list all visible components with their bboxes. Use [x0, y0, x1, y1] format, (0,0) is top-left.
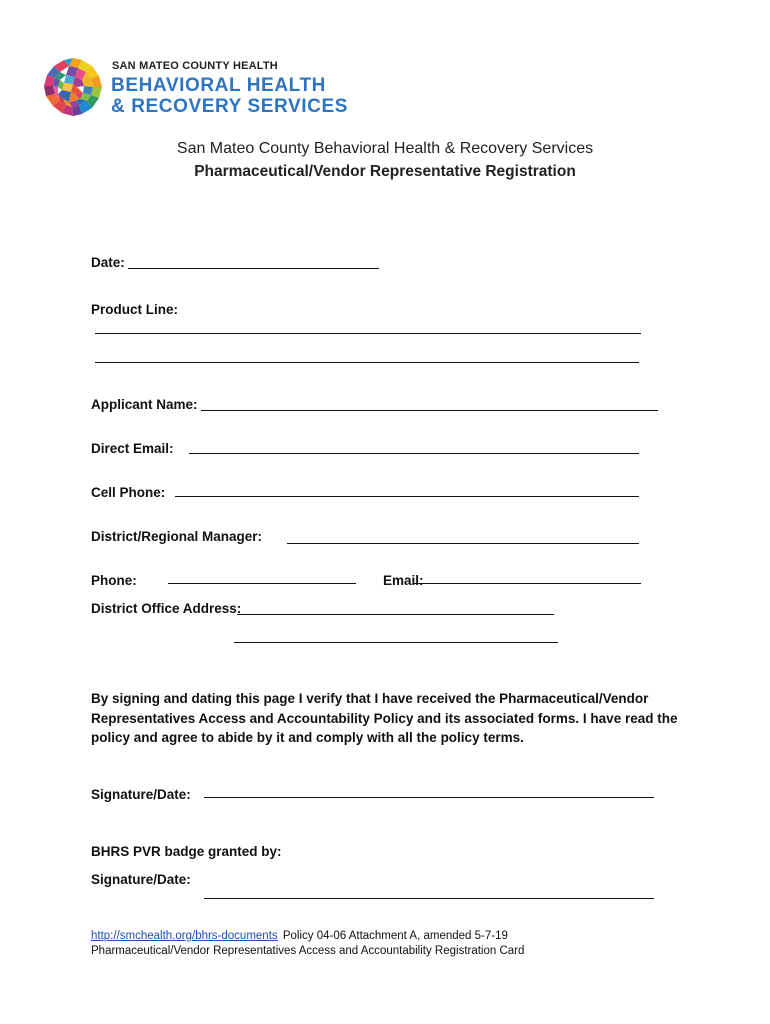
phone-label: Phone: — [91, 573, 137, 588]
signature2-label: Signature/Date: — [91, 872, 191, 887]
product-line-field-1[interactable] — [95, 333, 641, 334]
office-address-field-1[interactable] — [237, 614, 554, 615]
document-title: San Mateo County Behavioral Health & Recovery Services — [176, 140, 594, 157]
footer-card-title: Pharmaceutical/Vendor Representatives Access and Accountability Registration Card — [91, 945, 525, 957]
product-line-field-2[interactable] — [95, 362, 639, 363]
applicant-name-label: Applicant Name: — [91, 397, 198, 412]
bhrs-documents-link[interactable]: http://smchealth.org/bhrs-documents — [91, 930, 278, 942]
org-top-label: SAN MATEO COUNTY HEALTH — [112, 60, 278, 72]
footer-line-1 — [91, 930, 508, 942]
applicant-name-field[interactable] — [201, 410, 658, 411]
signature-label: Signature/Date: — [91, 787, 191, 802]
signature2-field[interactable] — [204, 898, 654, 899]
manager-field[interactable] — [287, 543, 639, 544]
policy-statement: By signing and dating this page I verify that I have received the Pharmaceutical/Vendor Representatives Access and Accountability Policy and its associated forms. I have read the policy and agree to abide by it and comply with all the policy terms. — [91, 691, 678, 745]
email-field[interactable] — [413, 583, 641, 584]
direct-email-label: Direct Email: — [91, 441, 174, 456]
logo-mosaic-icon — [42, 56, 104, 118]
date-field[interactable] — [128, 268, 379, 269]
product-line-label: Product Line: — [91, 302, 178, 317]
office-address-field-2[interactable] — [234, 642, 558, 643]
direct-email-field[interactable] — [189, 453, 639, 454]
phone-field[interactable] — [168, 583, 356, 584]
org-name-line1: BEHAVIORAL HEALTH — [111, 75, 326, 96]
email-label: Email: — [383, 573, 424, 588]
logo — [42, 56, 104, 118]
manager-label: District/Regional Manager: — [91, 529, 263, 544]
badge-granted-label: BHRS PVR badge granted by: — [91, 844, 282, 859]
document-subtitle: Pharmaceutical/Vendor Representative Registration — [194, 163, 576, 180]
signature-field[interactable] — [204, 797, 654, 798]
cell-phone-label: Cell Phone: — [91, 485, 166, 500]
date-label: Date: — [91, 255, 125, 270]
org-name-line2: & RECOVERY SERVICES — [111, 96, 349, 117]
office-address-label: District Office Address: — [91, 601, 242, 616]
policy-reference: Policy 04-06 Attachment A, amended 5-7-19 — [282, 930, 508, 942]
cell-phone-field[interactable] — [175, 496, 639, 497]
